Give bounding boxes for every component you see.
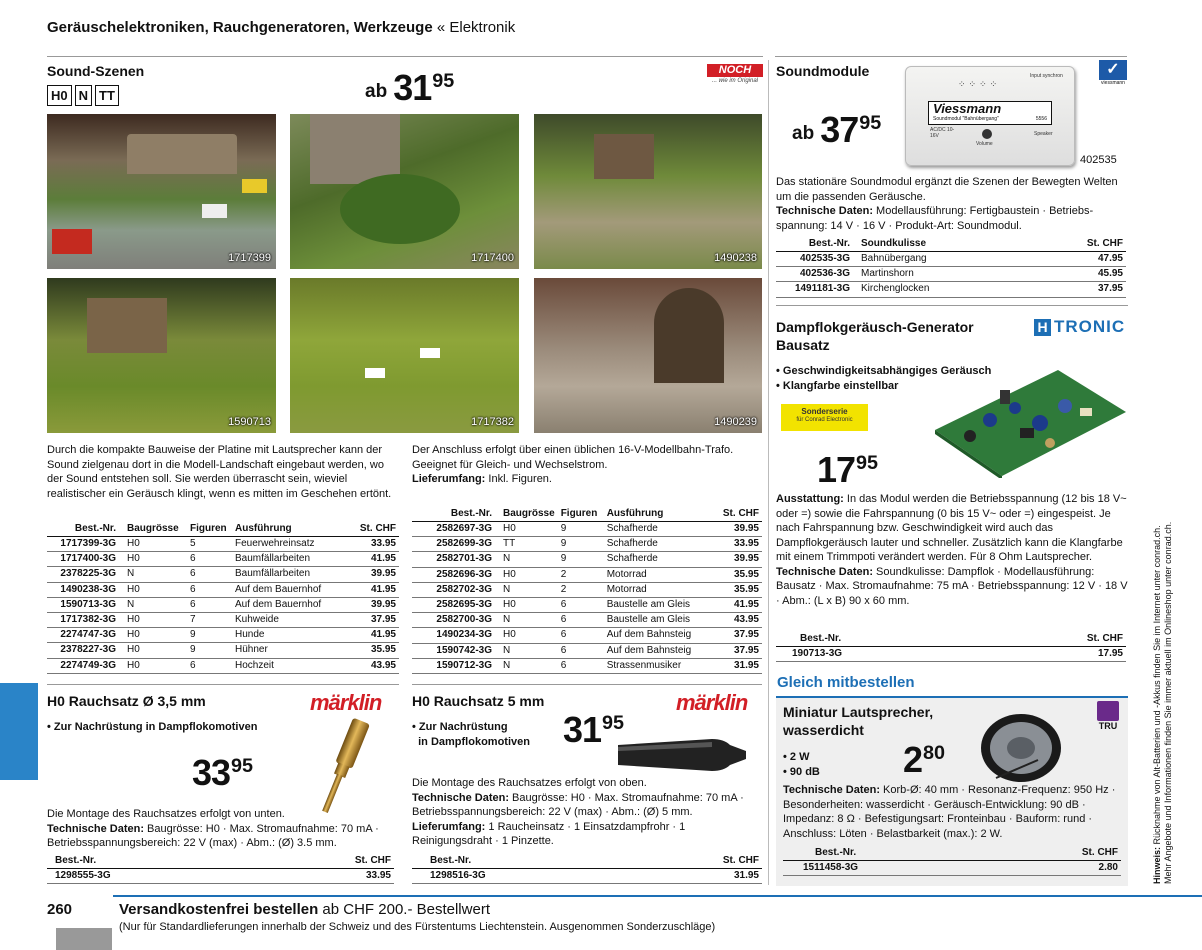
htronic-logo-h: H xyxy=(1034,319,1051,336)
soundmodule-product-image: ⁘⁘⁘⁘ Input synchron Viessmann Soundmodul "Bahnübergang" 5556 AC/DC 10-16V Volume Speaker xyxy=(905,66,1075,166)
table-row xyxy=(47,658,399,673)
smoke35-bullet: • Zur Nachrüstung in Dampflokomotiven xyxy=(47,721,258,733)
sound-scenes-title: Sound-Szenen xyxy=(47,63,145,79)
table-cell: 6 xyxy=(558,613,604,628)
table-cell: 2582696-3G xyxy=(412,567,500,582)
module-voltage: AC/DC 10-16V xyxy=(930,127,955,139)
smoke5-bullet: • Zur Nachrüstung in Dampflokomotiven xyxy=(412,721,530,748)
table-cell: 1717382-3G xyxy=(47,613,124,628)
smoke5-table: Best.-Nr. St. CHF 1298516-3G 31.95 xyxy=(412,853,762,884)
table-row xyxy=(47,552,399,567)
table-cell: H0 xyxy=(124,658,187,673)
price-prefix: ab xyxy=(365,80,388,102)
table-cell: 2378227-3G xyxy=(47,643,124,658)
table-row xyxy=(412,537,762,552)
speaker-tech: Technische Daten: Korb-Ø: 40 mm · Resonanz-Frequenz: 950 Hz · Besonderheiten: wasserdicht · Geräusch-Entwicklung: 90 dB · Impedanz: 8 Ω · Befestigungsart: Fronteinbau · Bauform: rund · Anschluss: Löten · Belastbarkeit (max.): 2 W. xyxy=(783,784,1116,840)
table-cell: Motorrad xyxy=(604,567,712,582)
table-cell: 35.95 xyxy=(712,582,762,597)
smoke35-price: $33^{95}$ xyxy=(192,752,254,793)
table-cell: 2582700-3G xyxy=(412,613,500,628)
table-cell: 33.95 xyxy=(712,537,762,552)
table-cell: 9 xyxy=(187,643,232,658)
table-row xyxy=(47,613,399,628)
module-volume: Volume xyxy=(976,141,993,147)
sound-scenes-price xyxy=(365,67,455,108)
scene-photo-3[interactable] xyxy=(534,114,762,269)
soundmodule-price: ab $37^{95}$ xyxy=(792,109,882,150)
table-row: 1298516-3G 31.95 xyxy=(412,869,762,884)
table-cell: 9 xyxy=(558,552,604,567)
table-cell: 9 xyxy=(187,628,232,643)
marklin-logo: märklin xyxy=(310,690,382,715)
tru-logo-text: TRU xyxy=(1098,721,1118,731)
table-cell: TT xyxy=(500,537,558,552)
speaker-product-image xyxy=(976,708,1066,786)
table-cell: Auf dem Bahnsteig xyxy=(604,643,712,658)
table-row xyxy=(412,552,762,567)
photo-label: 1717382 xyxy=(471,416,514,429)
speaker-title: Miniatur Lautsprecher, wasserdicht xyxy=(783,704,934,738)
table-cell: H0 xyxy=(124,643,187,658)
table-cell: 39.95 xyxy=(712,522,762,537)
table-cell: 41.95 xyxy=(347,582,399,597)
steam-price: $17^{95}$ xyxy=(817,449,879,490)
table-cell: H0 xyxy=(500,522,558,537)
table-row xyxy=(412,643,762,658)
table-row xyxy=(47,567,399,582)
side-note: Hinweis: Rücknahme von Alt-Batterien und -Akkus finden Sie im Internet unter conrad.ch. Mehr Angebote und Informationen finden Sie immer aktuell im Onlineshop unter conrad.ch. xyxy=(1152,521,1173,884)
smoke5-title: H0 Rauchsatz 5 mm xyxy=(412,693,545,709)
table-cell: N xyxy=(500,582,558,597)
noch-logo xyxy=(707,64,763,85)
table-cell: 2582702-3G xyxy=(412,582,500,597)
table-cell: Kuhweide xyxy=(232,613,347,628)
header-rule xyxy=(47,56,763,57)
table-cell: H0 xyxy=(500,598,558,613)
sound-scenes-desc-1: Durch die kompakte Bauweise der Platine mit Lautsprecher kann der Sound zielgenau dort in die Modell-Landschaft eingebaut werden, wo der Sound entstehen soll. Sie werden überrascht sein, wieviel realistischer ein Geräusch klingt, wenn es mitten im Geschehen ertönt. xyxy=(47,444,392,500)
table-row xyxy=(776,267,1126,282)
table-cell: H0 xyxy=(124,537,187,552)
table-cell: Martinshorn xyxy=(858,267,1029,282)
photo-label: 1717399 xyxy=(228,252,271,265)
table-row xyxy=(412,613,762,628)
table-cell: 31.95 xyxy=(712,658,762,673)
column-divider xyxy=(768,60,769,885)
soundmodule-desc: Das stationäre Soundmodul ergänzt die Szenen der Bewegten Welten um die passenden Geräusche. Technische Daten: Modellausführung: Fertigbaustein · Betriebsspannung: 14 V · 16 V · Produkt-Art: Soundmodul. xyxy=(776,176,1118,232)
smoke35-product-image xyxy=(312,712,372,822)
noch-logo-text: NOCH xyxy=(707,64,763,77)
table-cell: H0 xyxy=(500,628,558,643)
table-cell: 6 xyxy=(187,597,232,612)
header-rule-right xyxy=(775,56,1127,57)
size-boxes xyxy=(47,85,122,106)
table-row xyxy=(412,582,762,597)
table-cell: 43.95 xyxy=(712,613,762,628)
soundmodule-title: Soundmodule xyxy=(776,63,870,79)
table-cell: 2582699-3G xyxy=(412,537,500,552)
speaker-bullets xyxy=(783,750,820,780)
table-cell: 6 xyxy=(187,658,232,673)
tru-logo xyxy=(1094,701,1122,731)
table-row: 1298555-3G 33.95 xyxy=(47,869,394,884)
table-cell: 39.95 xyxy=(347,567,399,582)
table-cell: 6 xyxy=(187,567,232,582)
chapter-tab[interactable] xyxy=(0,683,38,780)
section-rule xyxy=(776,305,1128,306)
table-row xyxy=(47,582,399,597)
table-cell: 6 xyxy=(558,643,604,658)
table-cell: 2378225-3G xyxy=(47,567,124,582)
steam-title: Dampflokgeräusch-Generator Bausatz xyxy=(776,319,974,353)
table-cell: 2582695-3G xyxy=(412,598,500,613)
table-cell: Strassenmusiker xyxy=(604,658,712,673)
speaker-bullet: • 90 dB xyxy=(783,766,820,778)
table-cell: Baumfällarbeiten xyxy=(232,552,347,567)
sound-scenes-desc-2: Der Anschluss erfolgt über einen üblichen 16-V-Modellbahn-Trafo. Geeignet für Gleich- und Wechselstrom. Lieferumfang: Inkl. Figuren. xyxy=(412,444,734,486)
soundmodule-table: Best.-Nr. Soundkulisse St. CHF 402535-3G Bahnübergang 47.95 402536-3G Martinshorn 45.95 1491181-3G Kirchenglocken 37.95 xyxy=(776,236,1126,298)
footer-note: (Nur für Standardlieferungen innerhalb der Schweiz und des Fürstentums Liechtenstein. Ausgenommen Sonderzuschläge) xyxy=(119,921,716,933)
table-cell: 402536-3G xyxy=(776,267,858,282)
table-cell: Baustelle am Gleis xyxy=(604,613,712,628)
page-header xyxy=(47,18,515,38)
soundmodule-image-label: 402535 xyxy=(1080,154,1117,166)
table-cell: Motorrad xyxy=(604,582,712,597)
table-cell: H0 xyxy=(124,613,187,628)
table-row: 190713-3G 17.95 xyxy=(776,647,1126,662)
table-row xyxy=(776,252,1126,267)
table-cell: 41.95 xyxy=(712,598,762,613)
module-input-label: Input synchron xyxy=(1030,73,1063,79)
smoke5-desc: Die Montage des Rauchsatzes erfolgt von oben. Technische Daten: Baugrösse: H0 · Max. Stromaufnahme: 70 mA · Betriebsspannungsbereich: 22 V (max) · Abm.: (Ø) 5 mm. Lieferumfang: 1 Raucheinsatz · 1 Einsatzdampfrohr · 1 Reinigungsdraht · 1 Pinzette. xyxy=(412,777,744,848)
table-cell: H0 xyxy=(500,567,558,582)
table-cell: 9 xyxy=(558,522,604,537)
section-rule xyxy=(412,684,762,685)
table-cell: 6 xyxy=(558,658,604,673)
photo-label: 1590713 xyxy=(228,416,271,429)
size-h0: H0 xyxy=(47,85,72,106)
speaker-bullet: • 2 W xyxy=(783,751,810,763)
table-cell: Auf dem Bahnsteig xyxy=(604,628,712,643)
table-row: 1511458-3G 2.80 xyxy=(783,861,1121,876)
table-cell: 1717400-3G xyxy=(47,552,124,567)
table-cell: N xyxy=(500,613,558,628)
table-cell: 2 xyxy=(558,582,604,597)
table-row xyxy=(47,537,399,552)
viessmann-logo-text: viessmann xyxy=(1101,80,1125,86)
special-series-badge: Sonderserie für Conrad Electronic xyxy=(781,404,868,431)
footer-shipping: Versandkostenfrei bestellen ab CHF 200.- Bestellwert xyxy=(119,901,490,918)
table-cell: Bahnübergang xyxy=(858,252,1029,267)
smoke35-title: H0 Rauchsatz Ø 3,5 mm xyxy=(47,693,206,709)
table-cell: 37.95 xyxy=(347,613,399,628)
table-cell: H0 xyxy=(124,552,187,567)
page-number: 260 xyxy=(47,901,73,918)
table-cell: 6 xyxy=(187,552,232,567)
table-cell: N xyxy=(500,643,558,658)
table-cell: 45.95 xyxy=(1029,267,1126,282)
table-cell: 35.95 xyxy=(347,643,399,658)
scene-photo-6[interactable] xyxy=(534,278,762,433)
table-cell: 1490234-3G xyxy=(412,628,500,643)
size-n: N xyxy=(75,85,92,106)
table-cell: 2582701-3G xyxy=(412,552,500,567)
smoke35-table: Best.-Nr. St. CHF 1298555-3G 33.95 xyxy=(47,853,394,884)
table-cell: 9 xyxy=(558,537,604,552)
noch-logo-sub: ... wie im Original xyxy=(711,78,758,84)
table-cell: Auf dem Bauernhof xyxy=(232,582,347,597)
header-title: Geräuschelektroniken, Rauchgeneratoren, Werkzeuge xyxy=(47,19,433,36)
steam-table: Best.-Nr. St. CHF 190713-3G 17.95 xyxy=(776,631,1126,662)
sound-scenes-table-2: Best.-Nr. Baugrösse Figuren Ausführung St. CHF 2582697-3G H0 9 Schafherde 39.95 2582699-3G TT 9 Schafherde 33.95 2582701-3G N 9 Schafherde 39.95 2582696-3G H0 2 Motorrad 35.95 2582702-3G N 2 Motorrad 35.95 2582695-3G H0 6 Baustelle am Gleis 41.95 2582700-3G N 6 Baustelle am Gleis 43.95 1490234-3G H0 6 Auf dem Bahnsteig 37.95 1590742-3G N 6 Auf dem Bahnsteig 37.95 1590712-3G N 6 Strassenmusiker 31.95 xyxy=(412,506,762,674)
table-cell: N xyxy=(124,597,187,612)
scene-photo-2[interactable] xyxy=(290,114,519,269)
smoke5-price: $31^{95}$ xyxy=(563,709,625,750)
table-cell: 41.95 xyxy=(347,628,399,643)
table-cell: 2582697-3G xyxy=(412,522,500,537)
size-tt: TT xyxy=(95,85,119,106)
table-row xyxy=(412,658,762,673)
price-value: $31^{95}$ xyxy=(393,67,455,108)
table-cell: 2274749-3G xyxy=(47,658,124,673)
table-cell: 35.95 xyxy=(712,567,762,582)
header-subtitle: « Elektronik xyxy=(436,19,516,36)
table-cell: 2 xyxy=(558,567,604,582)
table-cell: 6 xyxy=(187,582,232,597)
smoke35-desc: Die Montage des Rauchsatzes erfolgt von unten. Technische Daten: Baugrösse: H0 · Max. Stromaufnahme: 70 mA · Betriebsspannungsbereich: 22 V (max) · Abm.: (Ø) 3.5 mm. xyxy=(47,808,379,850)
module-speaker: Speaker xyxy=(1034,131,1053,137)
table-cell: Kirchenglocken xyxy=(858,282,1029,297)
table-cell: Baumfällarbeiten xyxy=(232,567,347,582)
table-cell: 6 xyxy=(558,598,604,613)
table-cell: 1590712-3G xyxy=(412,658,500,673)
table-cell: 37.95 xyxy=(712,628,762,643)
module-name: Soundmodul "Bahnübergang" xyxy=(933,116,999,122)
table-cell: Schafherde xyxy=(604,522,712,537)
scene-photo-5[interactable] xyxy=(290,278,519,433)
module-brand: Viessmann xyxy=(933,101,1002,116)
section-rule xyxy=(47,684,399,685)
photo-label: 1490238 xyxy=(714,252,757,265)
scene-photo-1[interactable] xyxy=(47,114,276,269)
also-order-title: Gleich mitbestellen xyxy=(777,674,915,691)
table-cell: N xyxy=(500,552,558,567)
table-cell: H0 xyxy=(124,628,187,643)
table-cell: 39.95 xyxy=(347,597,399,612)
footer-rule xyxy=(113,895,1202,897)
table-cell: Baustelle am Gleis xyxy=(604,598,712,613)
table-row xyxy=(47,597,399,612)
table-row xyxy=(776,282,1126,297)
table-cell: Feuerwehreinsatz xyxy=(232,537,347,552)
table-row xyxy=(412,567,762,582)
table-cell: 1491181-3G xyxy=(776,282,858,297)
table-cell: 37.95 xyxy=(1029,282,1126,297)
table-cell: 6 xyxy=(558,628,604,643)
table-cell: 7 xyxy=(187,613,232,628)
table-cell: H0 xyxy=(124,582,187,597)
table-row xyxy=(412,522,762,537)
table-cell: 41.95 xyxy=(347,552,399,567)
smoke5-product-image xyxy=(612,737,752,773)
table-cell: Schafherde xyxy=(604,537,712,552)
table-cell: 1590742-3G xyxy=(412,643,500,658)
table-cell: 1590713-3G xyxy=(47,597,124,612)
table-cell: Hühner xyxy=(232,643,347,658)
table-cell: Auf dem Bauernhof xyxy=(232,597,347,612)
photo-label: 1490239 xyxy=(714,416,757,429)
table-cell: 2274747-3G xyxy=(47,628,124,643)
table-cell: 39.95 xyxy=(712,552,762,567)
htronic-logo-text: TRONIC xyxy=(1054,317,1126,336)
steam-bullet: • Geschwindigkeitsabhängiges Geräusch xyxy=(776,365,992,377)
table-row xyxy=(412,598,762,613)
speaker-price: $2^{80}$ xyxy=(903,739,946,780)
marklin-logo: märklin xyxy=(676,690,748,715)
table-cell: 37.95 xyxy=(712,643,762,658)
table-cell: 47.95 xyxy=(1029,252,1126,267)
steam-product-image xyxy=(930,368,1130,478)
table-cell: 1490238-3G xyxy=(47,582,124,597)
htronic-logo xyxy=(1034,316,1125,338)
steam-desc: Ausstattung: In das Modul werden die Betriebsspannung (12 bis 18 V~ oder =) sowie die Fahrspannung (0 bis 15 V~ oder =) eingespeist. Je nach Fahrspannung bzw. Geschwindigkeit wird auch das Dampflokgeräusch lauter und schneller. Zusätzlich kann die Klangfarbe mit einem Trimmpoti verändert werden. Für 8 Ohm Lautsprecher. Technische Daten: Soundkulisse: Dampflok · Modellausführung: Bausatz · Max. Stromaufnahme: 75 mA · Betriebsspannung: 12 V · 18 V · Abm.: (L x B) 90 x 60 mm. xyxy=(776,493,1128,607)
footer-tab xyxy=(56,928,112,950)
scene-photo-4[interactable] xyxy=(47,278,276,433)
table-cell: 1717399-3G xyxy=(47,537,124,552)
sound-scenes-table-1: Best.-Nr. Baugrösse Figuren Ausführung St. CHF 1717399-3G H0 5 Feuerwehreinsatz 33.95 1717400-3G H0 6 Baumfällarbeiten 41.95 2378225-3G N 6 Baumfällarbeiten 39.95 1490238-3G H0 6 Auf dem Bauernhof 41.95 1590713-3G N 6 Auf dem Bauernhof 39.95 1717382-3G H0 7 Kuhweide 37.95 2274747-3G H0 9 Hunde 41.95 2378227-3G H0 9 Hühner 35.95 2274749-3G H0 6 Hochzeit 43.95 xyxy=(47,521,399,674)
viessmann-logo: ✓ viessmann xyxy=(1098,60,1128,87)
table-cell: 33.95 xyxy=(347,537,399,552)
speaker-table: Best.-Nr. St. CHF 1511458-3G 2.80 xyxy=(783,845,1121,876)
table-cell: 5 xyxy=(187,537,232,552)
table-cell: 43.95 xyxy=(347,658,399,673)
table-row xyxy=(412,628,762,643)
photo-label: 1717400 xyxy=(471,252,514,265)
table-cell: 402535-3G xyxy=(776,252,858,267)
table-cell: Schafherde xyxy=(604,552,712,567)
module-code: 5556 xyxy=(1035,116,1047,122)
table-row xyxy=(47,628,399,643)
steam-bullet: • Klangfarbe einstellbar xyxy=(776,380,899,392)
table-row xyxy=(47,643,399,658)
table-cell: Hochzeit xyxy=(232,658,347,673)
table-cell: Hunde xyxy=(232,628,347,643)
table-cell: N xyxy=(500,658,558,673)
table-cell: N xyxy=(124,567,187,582)
